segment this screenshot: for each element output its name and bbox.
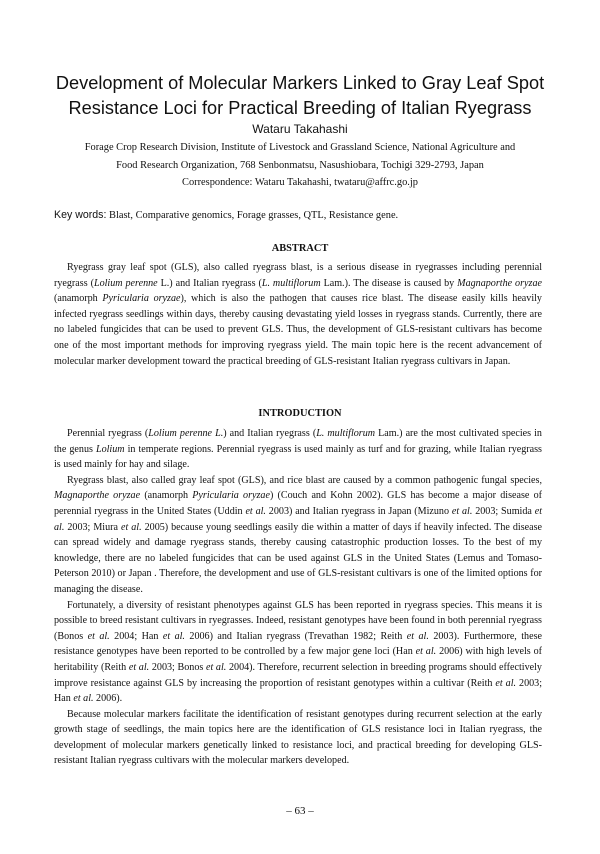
abstract-paragraph: Ryegrass gray leaf spot (GLS), also called ryegrass blast, is a serious disease in ryegrasses including perennial ryegrass (Lolium perenne L.) and Italian ryegrass (L. multiflorum Lam.). The disease is caused by Magnaporthe oryzae (anamorph Pyricularia oryzae), which is also the pathogen that causes rice blast. The disease easily kills heavily infected ryegrass seedlings within days, thereby causing devastating yield losses in ryegrass stands. Currently, there are no labeled fungicides that can be used to prevent GLS. Thus, the development of GLS-resistant cultivars has become one of the most important methods for improving ryegrass yield. The main topic here is the recent advancement of molecular marker development toward the practical breeding of GLS-resistant Italian ryegrass cultivars in Japan.	[54, 262, 542, 367]
abstract-heading: ABSTRACT	[271, 243, 329, 254]
affiliation-line-1: Forage Crop Research Division, Institute of Livestock and Grassland Science, National Agriculture and	[84, 142, 516, 153]
intro-paragraph-4: Because molecular markers facilitate the identification of resistant genotypes during recurrent selection at the early growth stage of seedlings, the main topics here are the identification of GLS resistance loci in Italian ryegrass, the development of molecular markers genetically linked to resistance loci, and practical breeding for developing GLS-resistant Italian ryegrass cultivars with the molecular markers developed.	[54, 708, 542, 767]
keywords-list: Blast, Comparative genomics, Forage grasses, QTL, Resistance gene.	[109, 210, 399, 221]
abstract-body	[54, 260, 542, 369]
intro-paragraph-1: Perennial ryegrass (Lolium perenne L.) and Italian ryegrass (L. multiflorum Lam.) are the most cultivated species in the genus Lolium in temperate regions. Perennial ryegrass is used mainly as turf and for grazing, while Italian ryegrass is used mainly for hay and silage.	[54, 428, 542, 471]
correspondence: Correspondence: Wataru Takahashi, twataru@affrc.go.jp	[182, 177, 418, 188]
page-number: – 63 –	[286, 805, 314, 817]
keywords-line	[54, 209, 554, 221]
author-name: Wataru Takahashi	[252, 122, 348, 136]
introduction-body	[54, 426, 542, 769]
paper-title-line-1: Development of Molecular Markers Linked to Gray Leaf Spot	[55, 73, 545, 93]
intro-paragraph-3: Fortunately, a diversity of resistant phenotypes against GLS has been reported in ryegrass species. This means it is possible to breed resistant cultivars in ryegrasses. Indeed, resistant genotypes have been found in both perennial ryegrass (Bonos et al. 2004; Han et al. 2006) and Italian ryegrass (Trevathan 1982; Reith et al. 2003). Furthermore, these resistance genotypes have been reported to be controlled by a few major gene loci (Han et al. 2006) with high levels of heritability (Reith et al. 2003; Bonos et al. 2004). Therefore, recurrent selection in breeding programs should effectively improve resistance against GLS by increasing the proportion of resistant genotypes within a cultivar (Reith et al. 2003; Han et al. 2006).	[54, 599, 543, 705]
introduction-heading: INTRODUCTION	[258, 408, 342, 419]
keywords-label: Key words:	[54, 209, 107, 221]
intro-paragraph-2: Ryegrass blast, also called gray leaf spot (GLS), and rice blast are caused by a common pathogenic fungal species, Magnaporthe oryzae (anamorph Pyricularia oryzae) (Couch and Kohn 2002). GLS has become a major disease of perennial ryegrass in the United States (Uddin et al. 2003) and Italian ryegrass in Japan (Mizuno et al. 2003; Sumida et al. 2003; Miura et al. 2005) because young seedlings easily die within a matter of days if heavily infected. The disease can spread widely and damage ryegrass stands, thereby causing catastrophic production losses. To the best of my knowledge, there are no labeled fungicides that can be used against GLS in the United States (Lemus and Tomaso-Peterson 2010) or Japan . Therefore, the development and use of GLS-resistant cultivars is one of the limited options for managing the disease.	[54, 474, 543, 595]
paper-title-line-2: Resistance Loci for Practical Breeding of Italian Ryegrass	[68, 98, 532, 118]
affiliation-line-2: Food Research Organization, 768 Senbonmatsu, Nasushiobara, Tochigi 329-2793, Japan	[116, 160, 484, 171]
